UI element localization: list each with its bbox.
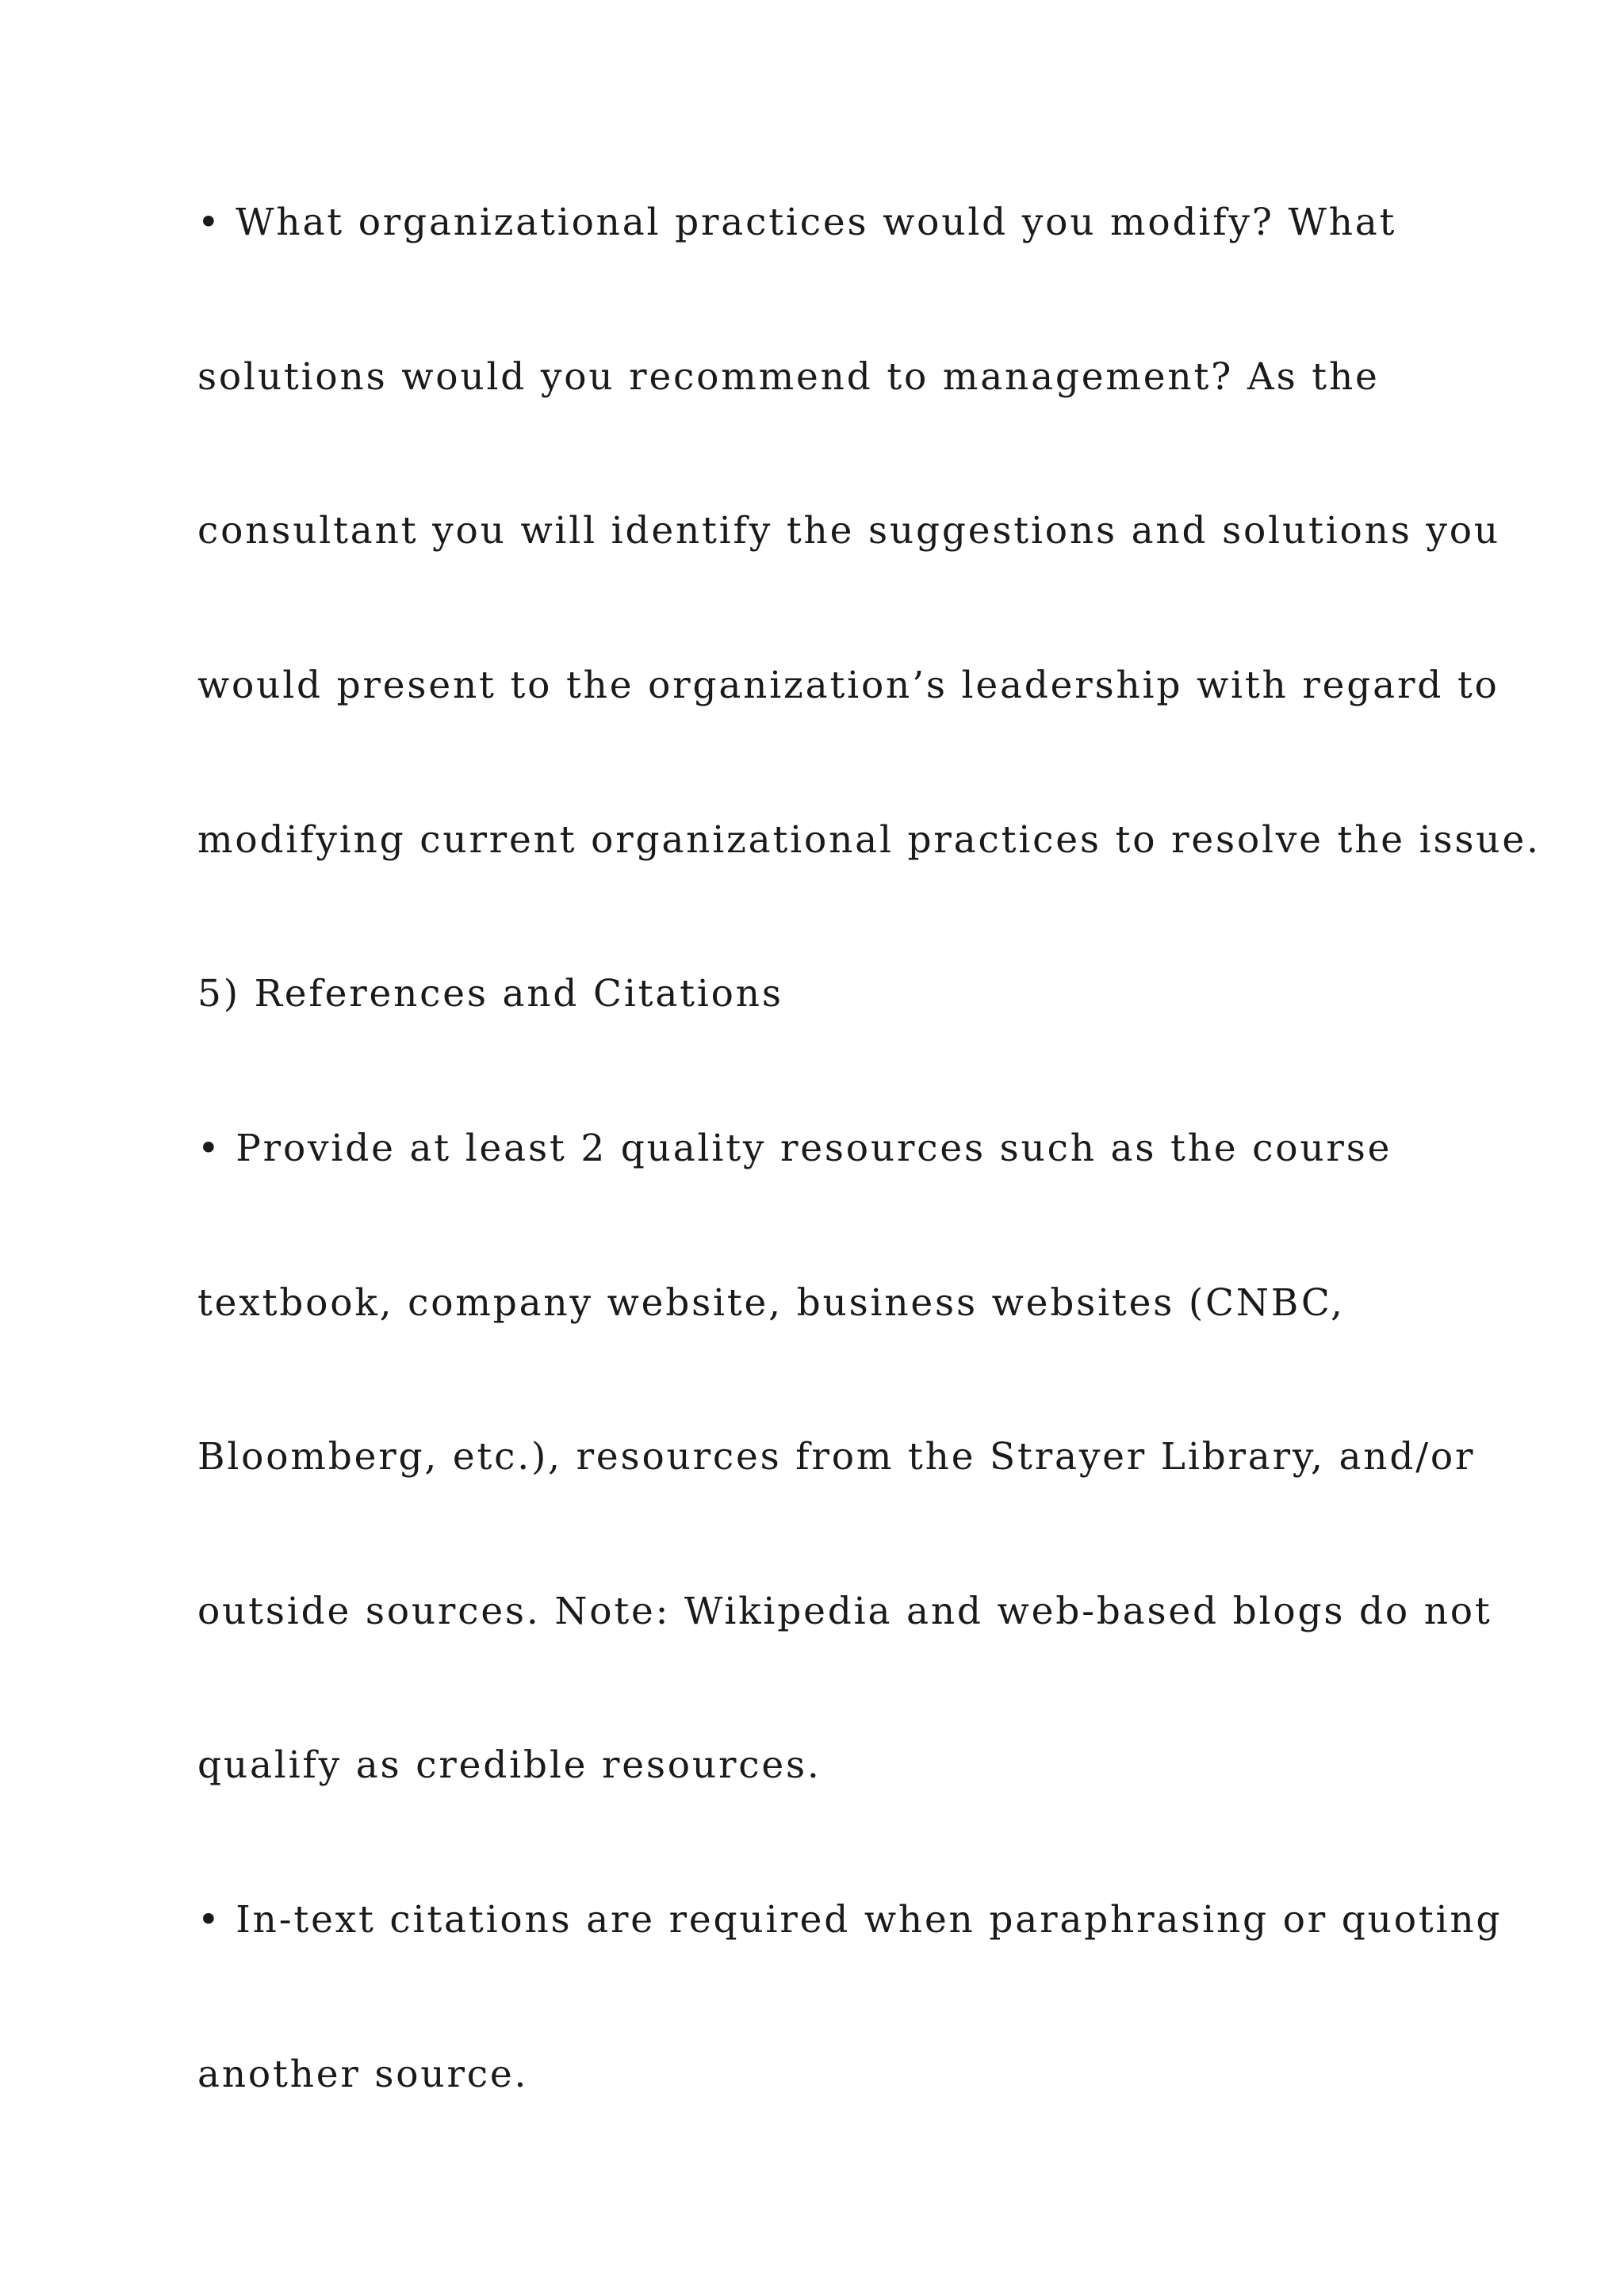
bullet-resources-line-3: Bloomberg, etc.), resources from the Strayer Library, and/or	[197, 1435, 1476, 1479]
bullet-resources-line-2: textbook, company website, business websites (CNBC,	[197, 1281, 1345, 1325]
bullet-organizational-practices-line-1: • What organizational practices would you modify? What	[197, 201, 1397, 244]
bullet-organizational-practices-line-2: solutions would you recommend to management? As the	[197, 355, 1380, 399]
bullet-citations-line-2: another source.	[197, 2053, 529, 2096]
bullet-citations-line-1: • In-text citations are required when paraphrasing or quoting	[197, 1898, 1503, 1942]
bullet-organizational-practices-line-5: modifying current organizational practices to resolve the issue.	[197, 818, 1541, 862]
bullet-resources-line-4: outside sources. Note: Wikipedia and web-based blogs do not	[197, 1590, 1492, 1633]
bullet-resources-line-1: • Provide at least 2 quality resources such as the course	[197, 1127, 1392, 1170]
bullet-organizational-practices-line-4: would present to the organization’s leadership with regard to	[197, 664, 1500, 707]
bullet-organizational-practices-line-3: consultant you will identify the suggestions and solutions you	[197, 509, 1500, 553]
section-heading-references: 5) References and Citations	[197, 972, 783, 1016]
bullet-resources-line-5: qualify as credible resources.	[197, 1743, 822, 1787]
